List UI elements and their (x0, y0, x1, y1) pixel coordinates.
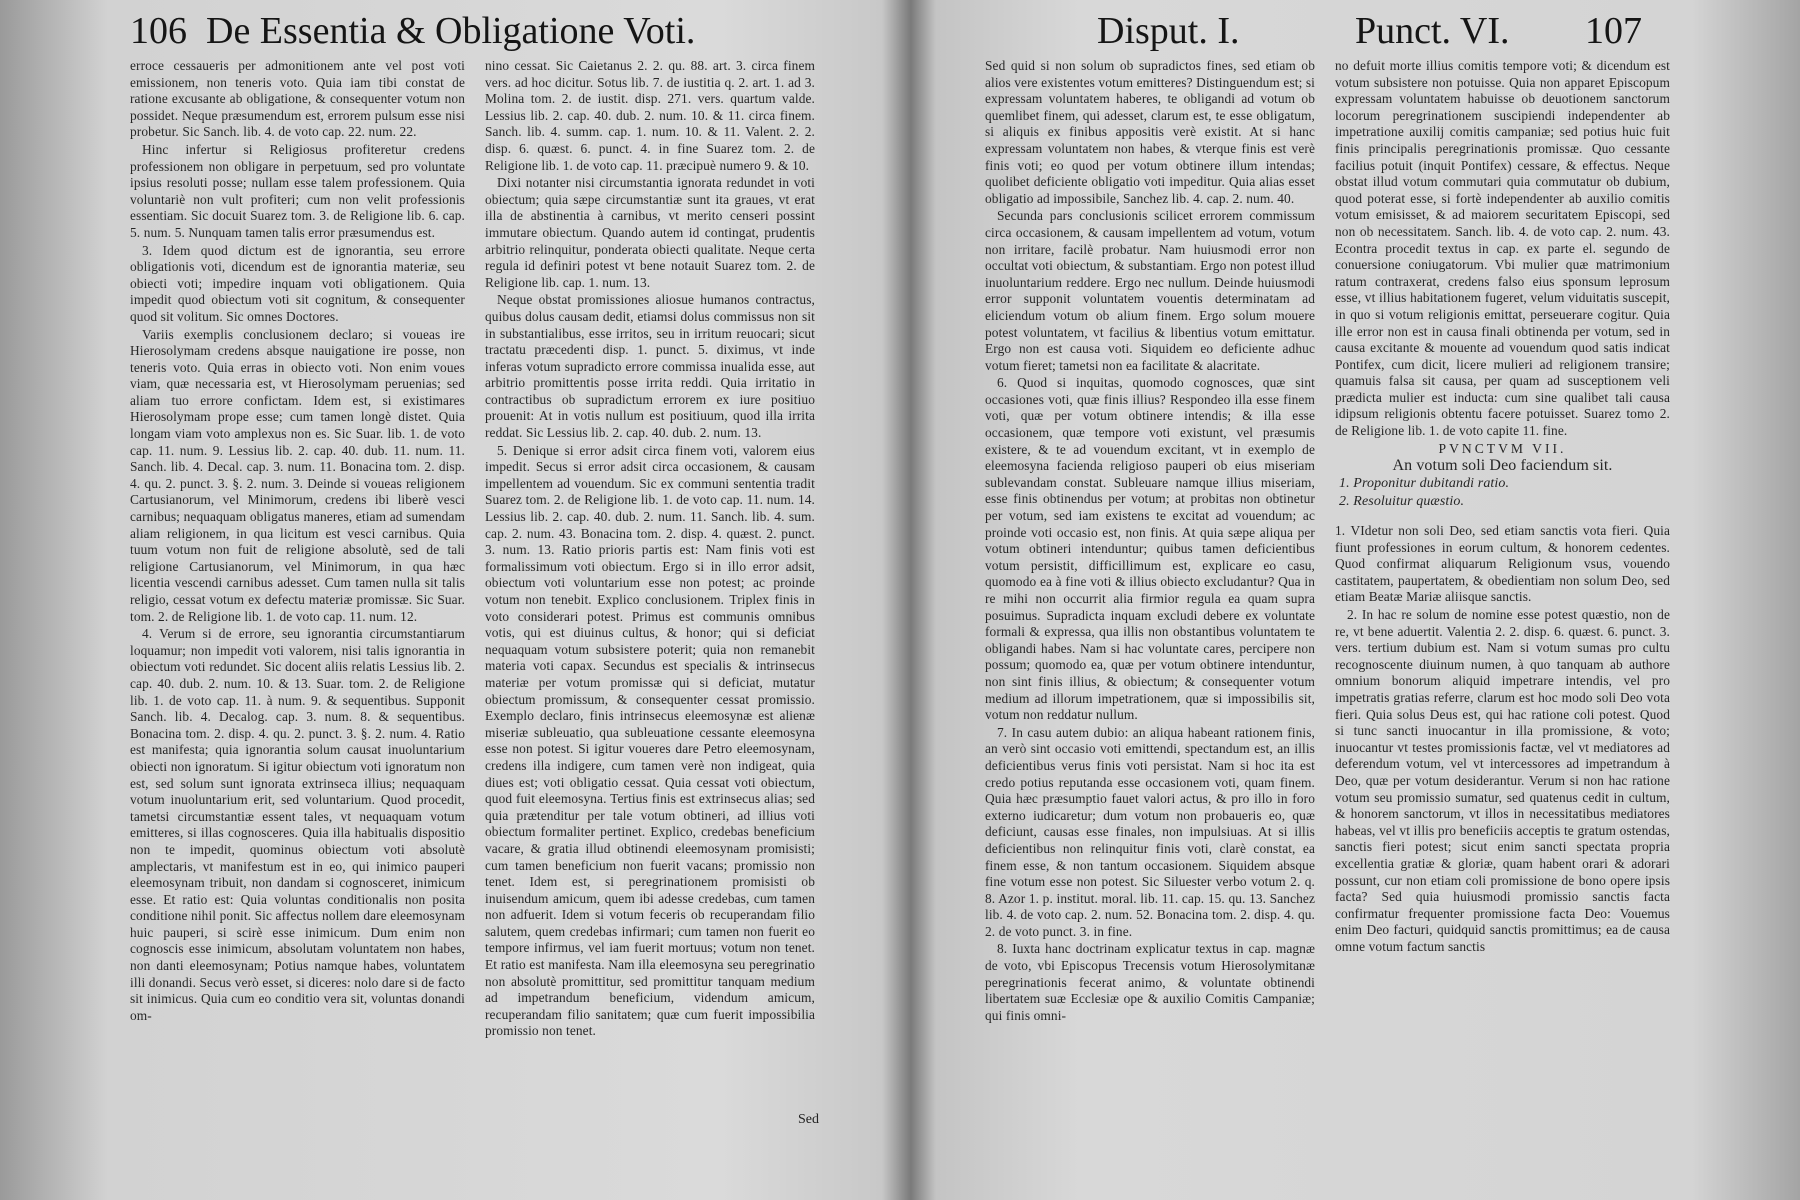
paragraph: 5. Denique si error adsit circa finem voti, valorem eius impedit. Secus si error adsit circa occasionem, & causam impellentem ad vouendum. Sic ex communi sententia tradit Suarez tom. 2. de Religione lib. 1. de voto cap. 11. num. 14. Lessius lib. 2. cap. 40. dub. 2. num. 11. Sanch. lib. 4. sum. cap. 2. num. 43. Bonacina tom. 2. disp. 4. quæst. 2. punct. 3. num. 13. Ratio prioris partis est: Nam finis voti est formalissimum voti obiectum. Ergo si in illo error adsit, obiectum voti voluntarium esse non potest; ac proinde votum non tenebit. Explico conclusionem. Triplex finis in voto considerari potest. Primus est communis omnibus votis, qui est diuinus cultus, & honor; qui si deficiat nequaquam votum subsistere poterit; quia non remanebit materia voti capax. Secundus est specialis & intrinsecus materiæ per votum promissæ qui si deficiat, mutatur obiectum promissum, & consequenter cessat promissio. Exemplo declaro, finis intrinsecus eleemosynæ est alienæ miseriæ subleuatio, qua subleuatione cessante eleemosyna esse non potest. Si igitur voueres dare Petro eleemosynam, credens illa indigere, cum tamen verè non indigeat, quia diues est; voti obligatio cessat. Quia cessat voti obiectum, quod fuit eleemosyna. Tertius finis est extrinsecus alias; sed quia prætenditur per tale votum obtineri, ad illius voti obiectum formaliter pertinet. Explico, credebas beneficium vacare, & gratia illud obtinendi eleemosynam promisisti; cum tamen beneficium non fuerit vacans; promissio non tenet. Idem est, si peregrinationem promisisti ob inuisendum amicum, quem ibi adesse credebas, cum tamen non adfuerit. Idem si votum feceris ob recuperandam filio salutem, quem credebas infirmari; cum tamen non fuerit eo tempore infirmus, vel iam fuerit mortuus; votum non tenet. Et ratio est manifesta. Nam illa eleemosyna seu peregrinatio non absolutè promittitur, sed promittitur tanquam medium ad impetrandum beneficium, videndum amicum, recuperandam filio sanitatem; quæ cum fuerit impossibilia promissio non tenet. (485, 442, 815, 1039)
paragraph: 6. Quod si inquitas, quomodo cognosces, quæ sint occasiones voti, quæ finis illius? Respondeo illa esse finem voti, quæ per votum obtinere intendis; & illa esse occasionem, quæ tempore voti existunt, vel præsumis existere, & te ad vouendum excitant, vt in exemplo de eleemosyna facienda religioso pauperi ob eius miseriam sublevandam constat. Subleuare namque illius miseriam, esse finis obtinendus per votum; at probitas non obtinetur per votum, sed iam existens te excitat ad vouendum; ac proinde voti occasio est, non finis. At quia sæpe aliqua per votum obtineri intenduntur; quibus tamen deficientibus votum persistit, difficillimum est, explicare eo casu, quomodo ea à fine voti & illius obiecto excludantur? Qua in re mihi non occurrit alia firmior regula ea quam supra posuimus. Supradicta inquam excludi debere ex voluntate formali & expressa, qua illis non obstantibus voluntatem te obligandi habes. Nam si hac voluntate cares, percipere non possum; quomodo ea, quæ per votum obtinere intenduntur, non sint finis illius, & obiectum; & consequenter votum medium ad illorum impetrationem, quæ si impossibilis sit, votum non reddatur nullum. (985, 375, 1315, 723)
catchword: Sed (798, 1112, 819, 1127)
page-number-left: 106 (130, 10, 187, 52)
paragraph: erroce cessaueris per admonitionem ante vel post voti emissionem, non teneris voto. Quia iam tibi constat de ratione excusante ab obligatione, & consequenter votum non possidet. Neque præsumendum est, errorem pulsum esse nisi probetur. Sic Sanch. lib. 4. de voto cap. 22. num. 22. (130, 58, 465, 140)
left-column-b (485, 58, 815, 1041)
paragraph: Neque obstat promissiones aliosue humanos contractus, quibus dolus causam dedit, etiamsi dolus commissus non sit in substantialibus, esse irritos, seu in irritum reuocari; sicut tractatu præcedenti disp. 1. punct. 5. diximus, vt inde inferas votum supradicto errore commissa inualida esse, aut arbitrio promittentis posse irrita reddi. Quia irritatio in contractibus ob supradictum errorem ex iure positiuo prouenit: At in votis nullum est positiuum, quod illa irrita reddat. Sic Lessius lib. 2. cap. 40. dub. 2. num. 13. (485, 292, 815, 441)
left-page (130, 0, 910, 1200)
section-heading: PVNCTVM VII. (1438, 440, 1567, 456)
summary-item: 1. Proponitur dubitandi ratio. (1339, 475, 1510, 491)
left-page-header (130, 8, 910, 54)
paragraph: Sed quid si non solum ob supradictos fines, sed etiam ob alios vere existentes votum emitteres? Distinguendum est; si expressam voluntatem haberes, te obligandi ad votum ob quemlibet finem, qui adesset, clarum est, te esse obligatum, si aliquis ex finibus appositis verè existit. At si hanc expressam voluntatem non habes, & vterque finis est verè finis voti; eo quod per votum obtinere illum intendas; quolibet deficiente obligatio voti impeditur. Quia alias esset obligatio ad impossibile, Sanchez lib. 4. cap. 2. num. 40. (985, 58, 1315, 206)
paragraph: 1. VIdetur non soli Deo, sed etiam sanctis vota fieri. Quia fiunt professiones in eorum cultum, & honorem cedentes. Quod confirmat aliquarum Religionum vsus, vouendo castitatem, paupertatem, & obedientiam non solum Deo, sed etiam Beatæ Mariæ aliisque sanctis. (1335, 523, 1670, 605)
summary-item: 2. Resoluitur quæstio. (1339, 494, 1465, 510)
paragraph: 2. In hac re solum de nomine esse potest quæstio, non de re, vt bene aduertit. Valentia 2. 2. disp. 6. quæst. 6. punct. 3. vers. tertium dubium est. Nam si votum sumas pro cultu recognoscente diuinum numen, à quo tanquam ab authore omnium bonorum aliquid impetrare intendis, vel pro impetratis gratias referre, clarum est hoc modo soli Deo vota fieri. Quia solus Deus est, qui hac ratione coli potest. Quod si tunc sancti inuocantur in illa promissione, & voto; inuocantur vt testes promissionis factæ, vel vt mediatores ad deferendum votum, vel vt intercessores ad impetrandum à Deo, quæ per votum desiderantur. Verum si non hac ratione votum seu promissio sumatur, sed quatenus cedit in cultum, & honorem sanctorum, vt illos in necessitatibus mediatores habeas, vel vt illis pro beneficiis acceptis te gratum ostendas, sanctis fieri potest; sicut enim sancti spectata propria excellentia gratiæ & gloriæ, quam habent orari & adorari possunt, cur non etiam coli promissione de bono opere ipsis facta? Sed quia huiusmodi promissio sanctis facta confirmatur frequenter promissione facta Deo: Vouemus enim Deo facturi, quidquid sanctis promittimus; ea de causa omne votum factum sanctis (1335, 607, 1670, 954)
question-title: An votum soli Deo faciendum sit. (1392, 457, 1613, 475)
paragraph: 3. Idem quod dictum est de ignorantia, seu errore obligationis voti, dicendum est de ignorantia materiæ, seu obiecti voti; impedire inquam voti obligationem. Quia impedit quod obiectum voti sit cognitum, & consequenter quod sit volitum. Sic omnes Doctores. (130, 242, 465, 324)
paragraph: 8. Iuxta hanc doctrinam explicatur textus in cap. magnæ de voto, vbi Episcopus Trecensis votum Hierosolymitanæ peregrinationis fecerat animo, & voluntate obtinendi libertatem suæ Ecclesiæ ope & auxilio Comitis Campaniæ; qui finis omni- (985, 941, 1315, 1023)
paragraph: nino cessat. Sic Caietanus 2. 2. qu. 88. art. 3. circa finem vers. ad hoc dicitur. Sotus lib. 7. de iustitia q. 2. art. 1. ad 3. Molina tom. 2. de iustit. disp. 271. vers. quartum valde. Lessius lib. 2. cap. 40. dub. 2. num. 10. & 11. circa finem. Sanch. lib. 4. summ. cap. 1. num. 10. & 11. Valent. 2. 2. disp. 6. quæst. 6. punct. 4. in fine Suarez tom. 2. de Religione lib. 1. de voto cap. 11. præcipuè numero 9. & 10. (485, 58, 815, 173)
right-page (985, 0, 1675, 1200)
left-column-a (130, 58, 465, 1025)
right-page-header (985, 8, 1675, 54)
running-title: De Essentia & Obligatione Voti. (206, 10, 696, 52)
paragraph: Dixi notanter nisi circumstantia ignorata redundet in voti obiectum; quia sæpe circumstantiæ sunt ita graues, vt erat illa de abstinentia à carnibus, vt merito censeri possint immutare obiectum. Quando autem id contingat, prudentis arbitrio relinquitur, ponderata obiecti qualitate. Neque certa regula id definiri potest vt bene notauit Suarez tom. 2. de Religione lib. cap. 1. num. 13. (485, 175, 815, 290)
punctum-heading: Punct. VI. (1355, 10, 1510, 52)
right-column-a (985, 58, 1315, 1025)
page-number-right: 107 (1585, 10, 1642, 52)
paragraph: 7. In casu autem dubio: an aliqua habeant rationem finis, an verò sint occasio voti emittendi, spectandum est, an illis deficientibus verus finis voti persistat. Nam si hoc ita est credo potius reputanda esse occasionem voti, quam finem. Quia hæc præsumptio fauet valori actus, & pro illo in foro externo iudicaretur; dum votum non probaueris eo, quæ deficiunt, causas esse finales, non impulsiuas. At si illis deficientibus non relinquitur finis voti, clarè constat, ea finem esse, & non tantum occasionem. Siquidem absque fine votum esse non potest. Sic Siluester verbo votum 2. q. 8. Azor 1. p. institut. moral. lib. 11. cap. 15. qu. 13. Sanchez lib. 4. de voto cap. 2. num. 52. Bonacina tom. 2. disp. 4. qu. 2. de voto punct. 3. in fine. (985, 724, 1315, 939)
paragraph: no defuit morte illius comitis tempore voti; & dicendum est votum subsistere non potuisse. Quia non apparet Episcopum expressam voluntatem habuisse ob deuotionem sanctorum locorum peregrinationem suscipiendi independenter ab impetratione auxilij comitis campaniæ; sed potius huic fuit finis principalis peregrinationis promissæ. Quo cessante facilius potuit (inquit Pontifex) cessare, & effectus. Neque obstat illud votum commutari quia commutatur ob dubium, quod poterat esse, si fortè independenter ab auxilio comitis votum emisisset, & ad maiorem securitatem Episcopi, sed non ob necessitatem. Sanch. lib. 4. de voto cap. 2. num. 43. Econtra procedit textus in cap. ex parte el. segundo de conuersione coniugatorum. Vbi mulier quæ matrimonium ratum contraxerat, credens falso eius sponsum leprosum esse, vt illius habitationem fugeret, velum viduitatis suscepit, in quo si votum religionis emittat, perseuerare cogitur. Quia ille error non est in causa finali obtinenda per votum, sed in causa excitante & mouente ad vouendum quod satis indicat Pontifex, cum dicit, licere mulieri ad religionem transire; quamuis falsa sit causa, per quam ad susceptionem veli prædicta mulier est inducta: cum sine qualibet tali causa idipsum religionis obtentu facere potuisset. Suarez tomo 2. de Religione lib. 1. de voto capite 11. fine. (1335, 58, 1670, 439)
paragraph: 4. Verum si de errore, seu ignorantia circumstantiarum loquamur; non impedit voti valorem, nisi talis ignorantia in obiectum voti redundet. Sic docent aliis relatis Lessius lib. 2. cap. 40. dub. 2. num. 10. & 13. Suar. tom. 2. de Religione lib. 1. de voto cap. 11. à num. 9. & sequentibus. Supponit Sanch. lib. 4. Decalog. cap. 3. num. 8. & sequentibus. Bonacina tom. 2. disp. 4. qu. 2. punct. 3. §. 2. num. 4. Ratio est manifesta; quia ignorantia solum causat inuoluntarium obiecti non ignoratum. Si igitur obiectum voti ignoratum non est, sed solum sunt ignorata extrinseca illius; nequaquam votum inuoluntarium erit, sed voluntarium. Quod procedit, tametsi circumstantiæ essent tales, vt nequaquam votum emitteres, si illas cognosceres. Quia illa habitualis dispositio non te impedit, quominus obiectum voti absolutè amplectaris, vt manifestum est in eo, qui inimico pauperi eleemosynam tribuit, non dandam si cognosceret, inimicum esse. Et ratio est: Quia voluntas conditionalis non posita conditione nihil ponit. Sic affectus nollem dare eleemosynam huic pauperi, si scirè esse inimicum. Dum enim non cognoscis esse inimicum, absolutam voluntatem non habes, non danti eleemosynam; Potius namque habes, voluntatem illi donandi. Secus verò esset, si diceres: nolo dare si de facto sit inimicus. Quia cum eo conditio vera sit, voluntas donandi om- (130, 626, 465, 1023)
disputatio-heading: Disput. I. (1097, 10, 1240, 52)
right-column-b (1335, 58, 1670, 956)
paragraph: Hinc infertur si Religiosus profiteretur credens professionem non obligare in perpetuum, sed pro voluntate ipsius resoluti posse; nullam esse talem professionem. Quia voluntariè non vult profiteri; cum non velit professionis essentiam. Sic docuit Suarez tom. 3. de Religione lib. 6. cap. 5. num. 5. Nunquam tamen talis error præsumendus est. (130, 141, 465, 240)
paragraph: Variis exemplis conclusionem declaro; si voueas ire Hierosolymam credens absque nauigatione ire posse, non teneris voto. Quia erras in obiecto voti. Non enim voues viam, quæ necessaria est, vt Hierosolymam peruenias; sed aliam tuo errore confictam. Idem est, si existimares Hierosolymam prope esse; cum tamen longè distet. Quia longam viam voto amplexus non es. Sic Suar. lib. 1. de voto cap. 11. num. 9. Lessius lib. 2. cap. 40. dub. 11. num. 11. Sanch. lib. 4. Decal. cap. 3. num. 11. Bonacina tom. 2. disp. 4. qu. 2. punct. 3. §. 2. num. 3. Deinde si voueas religionem Cartusianorum, vel Minimorum, credens ibi liberè vesci carnibus; nequaquam obligatus maneres, etiam ad sumendam aliam religionem, in qua licitum est vesci carnibus. Quia tuum votum non fuit de religione absolutè, sed de tali religione Cartusianorum, vel Minimorum, in qua hæc licentia vescendi carnibus adesset. Cum tamen nulla sit talis religio, cessat votum ex defectu materiæ promissæ. Sic Suar. tom. 2. de Religione lib. 1. de voto cap. 11. num. 12. (130, 326, 465, 624)
paragraph: Secunda pars conclusionis scilicet errorem commissum circa occasionem, & causam impellentem ad votum, votum non irritare, facilè probatur. Nam huiusmodi error non occultat voti obiectum, & substantiam. Ergo non potest illud inuoluntarium reddere. Ergo nec nullum. Deinde huiusmodi error supponit voluntatem vouentis determinatam ad eliciendum votum ob alium finem. Ergo solum mouere potest voluntatem, vt facilius & libentius votum emittatur. Ergo non est causa voti. Siquidem eo deficiente adhuc votum fieret; tametsi non ea facilitate & alacritate. (985, 208, 1315, 373)
